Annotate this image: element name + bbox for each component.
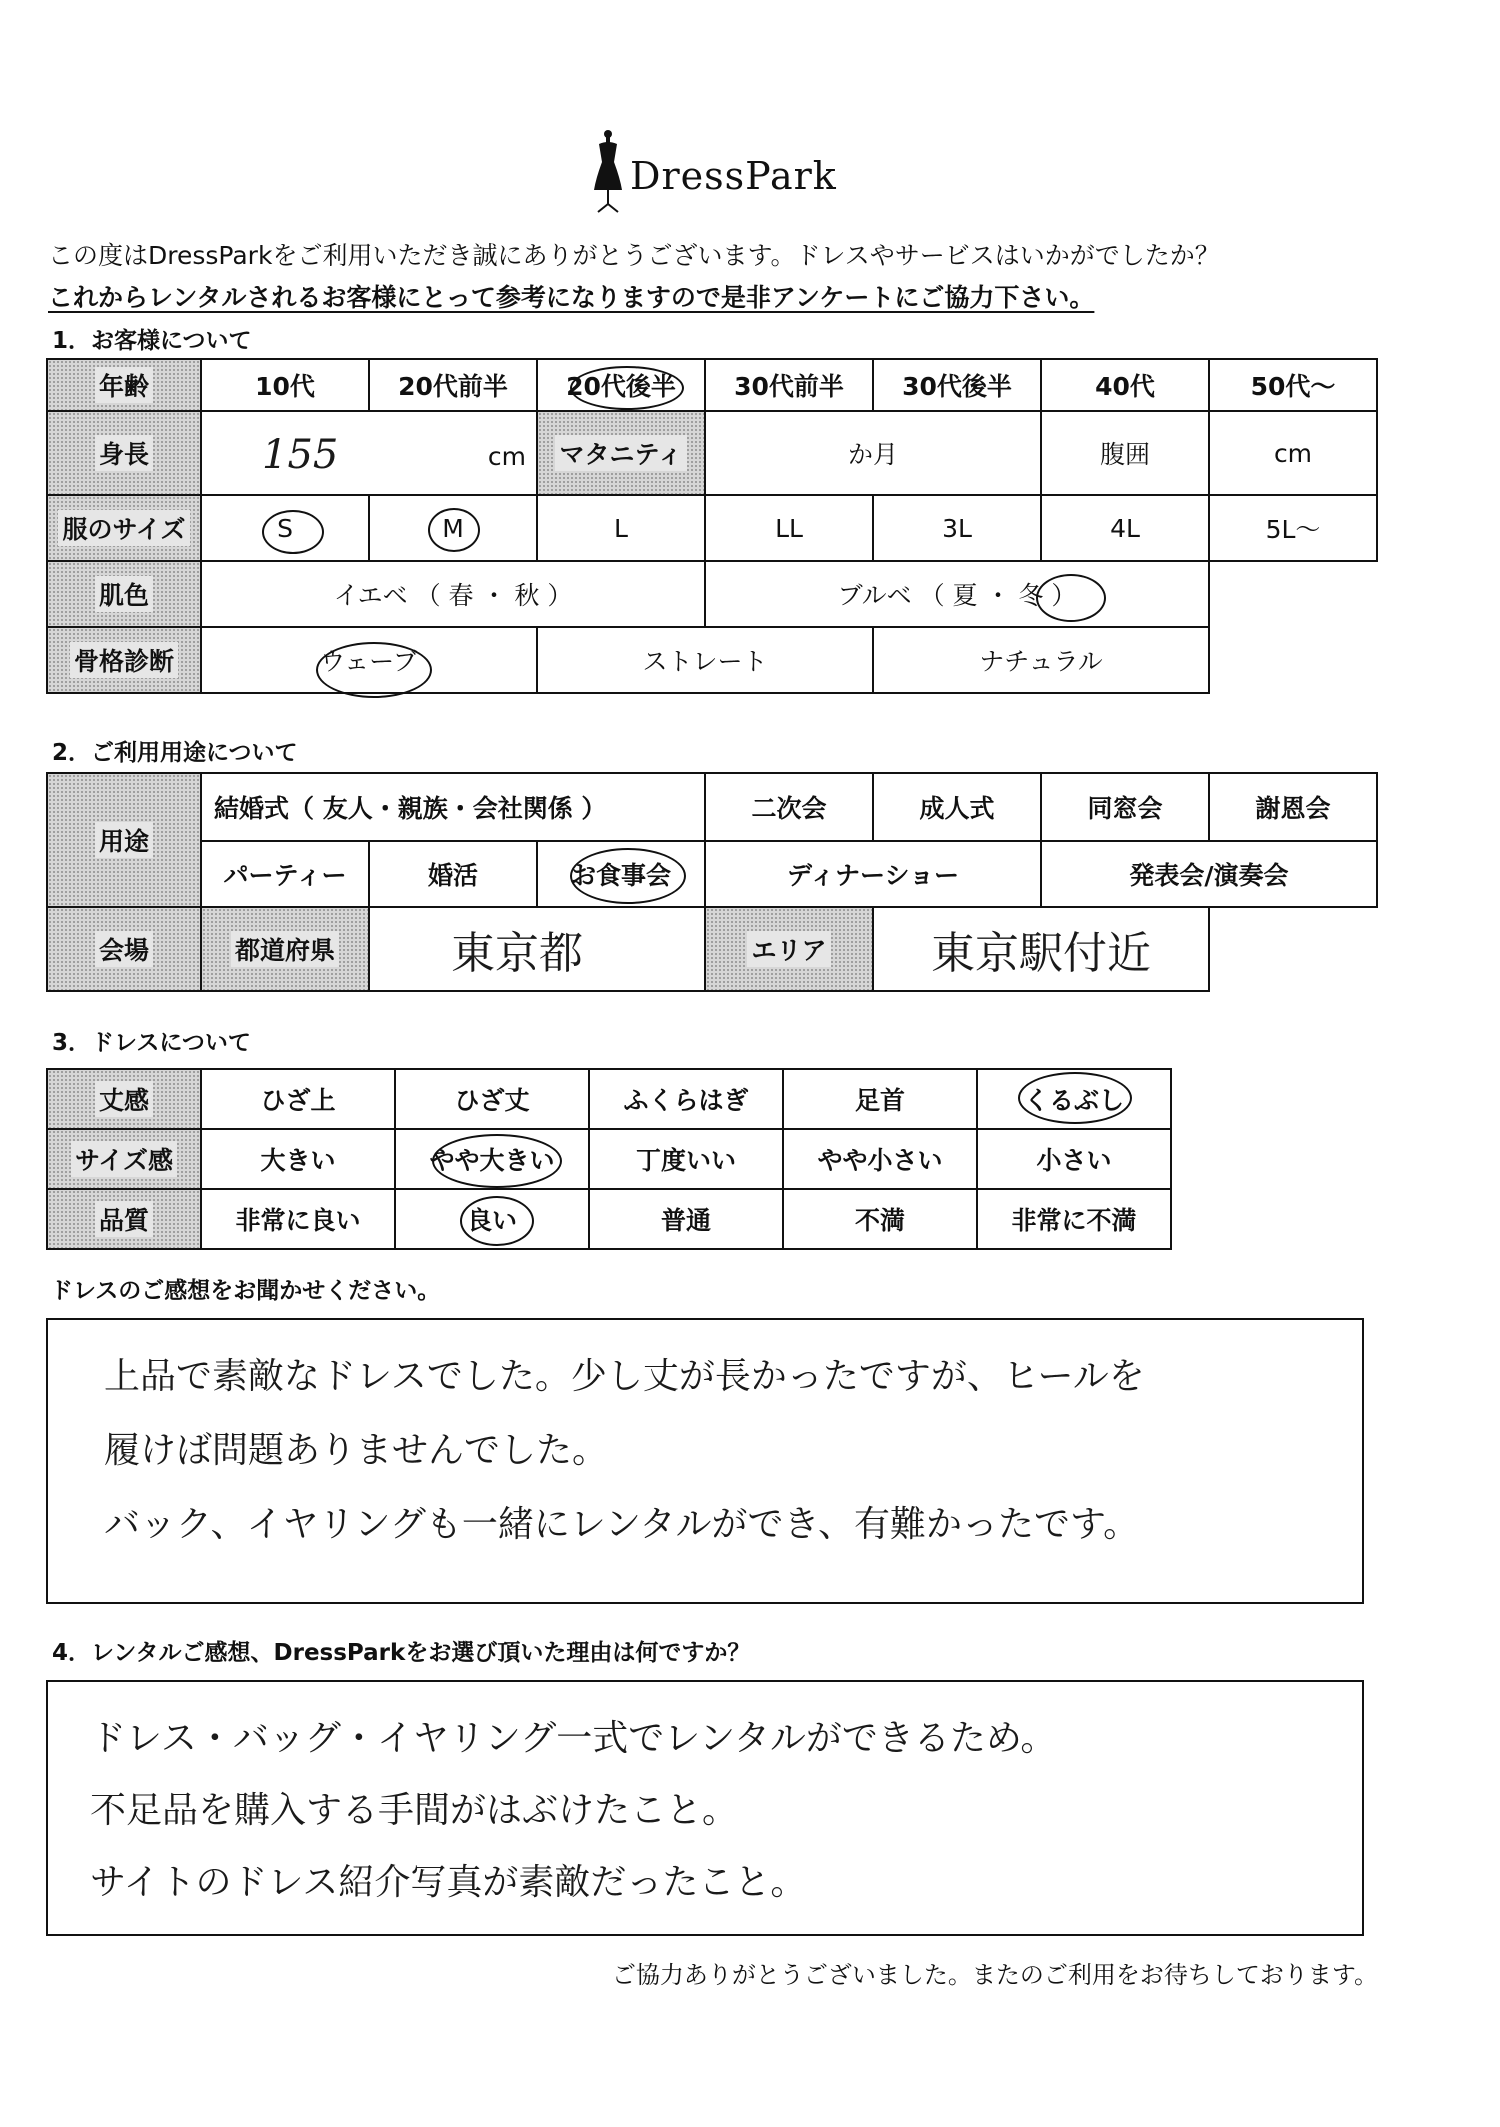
intro-text: この度はDressParkをご利用いただき誠にありがとうございます。ドレスやサービスはいかがでしたか？: [48, 241, 1220, 270]
purpose-option[interactable]: お食事会: [536, 840, 706, 908]
length-option[interactable]: ふくらはぎ: [588, 1068, 784, 1130]
size-option[interactable]: 3L: [872, 494, 1042, 562]
age-label: 年齢: [46, 358, 202, 412]
size-option[interactable]: 5L～: [1208, 494, 1378, 562]
purpose-option[interactable]: 同窓会: [1040, 772, 1210, 842]
venue-label: 会場: [46, 906, 202, 992]
frame-label: 骨格診断: [46, 626, 202, 694]
length-option[interactable]: ひざ上: [200, 1068, 396, 1130]
height-value: 155: [262, 432, 339, 478]
dresspark-logo: [590, 128, 920, 218]
fit-option[interactable]: 大きい: [200, 1128, 396, 1190]
height-unit: cm: [487, 442, 526, 471]
length-option[interactable]: くるぶし: [976, 1068, 1172, 1130]
section1-title: 1．お客様について: [52, 328, 252, 354]
size-option[interactable]: L: [536, 494, 706, 562]
reason-box[interactable]: [46, 1680, 1364, 1936]
age-option[interactable]: 20代前半: [368, 358, 538, 412]
fit-option[interactable]: やや小さい: [782, 1128, 978, 1190]
maternity-label: マタニティ: [536, 410, 706, 496]
dress-form-icon: [590, 128, 626, 218]
age-option[interactable]: 20代後半: [536, 358, 706, 412]
fit-option[interactable]: やや大きい: [394, 1128, 590, 1190]
area-field[interactable]: [872, 906, 1210, 992]
size-option[interactable]: M: [368, 494, 538, 562]
purpose-label: 用途: [46, 772, 202, 908]
comment-line: 履けば問題ありませんでした。: [104, 1430, 609, 1471]
brand-name: DressPark: [630, 154, 837, 198]
length-option[interactable]: 足首: [782, 1068, 978, 1130]
waist-label: 腹囲: [1040, 410, 1210, 496]
purpose-option[interactable]: ディナーショー: [704, 840, 1042, 908]
purpose-option[interactable]: 発表会/演奏会: [1040, 840, 1378, 908]
dress-comment-label: ドレスのご感想をお聞かせください。: [50, 1278, 441, 1304]
size-option[interactable]: 4L: [1040, 494, 1210, 562]
quality-option[interactable]: 不満: [782, 1188, 978, 1250]
quality-option[interactable]: 非常に不満: [976, 1188, 1172, 1250]
comment-line: バック、イヤリングも一緒にレンタルができ、有難かったです。: [104, 1504, 1140, 1545]
age-option[interactable]: 30代前半: [704, 358, 874, 412]
footer-thanks: ご協力ありがとうございました。またのご利用をお待ちしております。: [611, 1961, 1378, 1989]
dress-comment-box[interactable]: [46, 1318, 1364, 1604]
purpose-option[interactable]: 二次会: [704, 772, 874, 842]
comment-line: 上品で素敵なドレスでした。少し丈が長かったですが、ヒールを: [104, 1356, 1145, 1397]
frame-option[interactable]: ナチュラル: [872, 626, 1210, 694]
reason-line: サイトのドレス紹介写真が素敵だったこと。: [90, 1862, 807, 1903]
maternity-months[interactable]: か月: [704, 410, 1042, 496]
section4-title: 4．レンタルご感想、DressParkをお選び頂いた理由は何ですか？: [52, 1640, 751, 1666]
frame-option[interactable]: ストレート: [536, 626, 874, 694]
size-option[interactable]: S: [200, 494, 370, 562]
fit-option[interactable]: 小さい: [976, 1128, 1172, 1190]
skin-blue-base[interactable]: ブルベ （ 夏 ・ 冬 ）: [704, 560, 1210, 628]
section3-title: 3．ドレスについて: [52, 1030, 251, 1056]
length-label: 丈感: [46, 1068, 202, 1130]
quality-option[interactable]: 良い: [394, 1188, 590, 1250]
age-option[interactable]: 10代: [200, 358, 370, 412]
height-field[interactable]: [200, 410, 538, 496]
frame-option[interactable]: ウェーブ: [200, 626, 538, 694]
fit-label: サイズ感: [46, 1128, 202, 1190]
purpose-wedding[interactable]: 結婚式（ 友人・親族・会社関係 ）: [200, 772, 706, 842]
area-label: エリア: [704, 906, 874, 992]
section2-title: 2．ご利用用途について: [52, 740, 298, 766]
waist-unit[interactable]: cm: [1208, 410, 1378, 496]
skin-label: 肌色: [46, 560, 202, 628]
purpose-option[interactable]: パーティー: [200, 840, 370, 908]
purpose-option[interactable]: 成人式: [872, 772, 1042, 842]
quality-option[interactable]: 非常に良い: [200, 1188, 396, 1250]
prefecture-label: 都道府県: [200, 906, 370, 992]
size-option[interactable]: LL: [704, 494, 874, 562]
age-option[interactable]: 50代～: [1208, 358, 1378, 412]
skin-yellow-base[interactable]: イエベ （ 春 ・ 秋 ）: [200, 560, 706, 628]
area-value: 東京駅付近: [931, 928, 1151, 979]
purpose-option[interactable]: 婚活: [368, 840, 538, 908]
purpose-option[interactable]: 謝恩会: [1208, 772, 1378, 842]
quality-option[interactable]: 普通: [588, 1188, 784, 1250]
prefecture-field[interactable]: [368, 906, 706, 992]
fit-option[interactable]: 丁度いい: [588, 1128, 784, 1190]
quality-label: 品質: [46, 1188, 202, 1250]
age-option[interactable]: 40代: [1040, 358, 1210, 412]
age-option[interactable]: 30代後半: [872, 358, 1042, 412]
reason-line: ドレス・バッグ・イヤリング一式でレンタルができるため。: [90, 1718, 1057, 1759]
reason-line: 不足品を購入する手間がはぶけたこと。: [90, 1790, 739, 1831]
length-option[interactable]: ひざ丈: [394, 1068, 590, 1130]
prefecture-value: 東京都: [451, 928, 583, 979]
size-label: 服のサイズ: [46, 494, 202, 562]
height-label: 身長: [46, 410, 202, 496]
intro-request: これからレンタルされるお客様にとって参考になりますので是非アンケートにご協力下さい。: [48, 283, 1095, 312]
